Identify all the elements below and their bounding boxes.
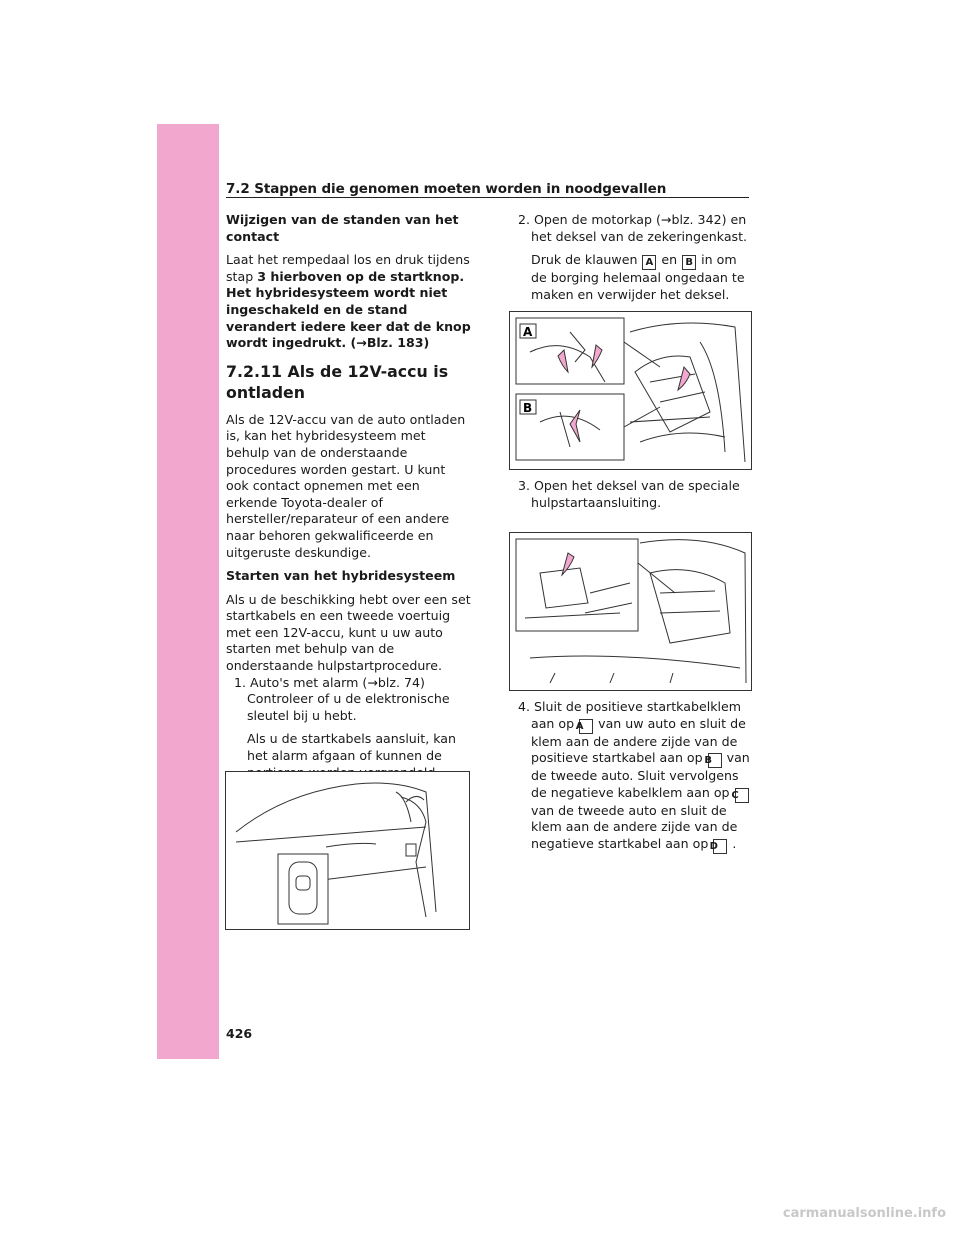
section-title: 7.2.11 Als de 12V-accu is ontladen (226, 361, 449, 402)
label-b: B (682, 255, 696, 270)
left-column (226, 212, 471, 814)
subheading-ignition: Wijzigen van de standen van het contact (226, 212, 459, 244)
footer-watermark: carmanualsonline.info (782, 1206, 946, 1221)
label-b-2: B (708, 753, 722, 768)
right-column-step4 (510, 699, 755, 854)
label-c: C (735, 788, 749, 803)
figure-electronic-key (225, 771, 470, 930)
figure-jumpstart-terminal (509, 532, 752, 691)
subheading-start: Starten van het hybridesysteem (226, 568, 456, 584)
label-d: D (713, 839, 727, 854)
section-header: 7.2 Stappen die genomen moeten worden in noodgevallen (226, 181, 667, 197)
label-a: A (642, 255, 656, 270)
paragraph-ignition: Laat het rempedaal los en druk tijdens stap 3 hierboven op de startknop. Het hybridesysteem wordt niet ingeschakeld en de stand verandert iedere keer dat de knop wordt ingedrukt. (→Blz. 183) (226, 252, 471, 351)
sidebar-tab (157, 124, 219, 1059)
right-column (510, 212, 755, 303)
step-2-note: Druk de klauwen A en B in om de borging helemaal ongedaan te maken en verwijder het deksel. (531, 252, 745, 302)
step-3: 3. Open het deksel van de speciale hulpstartaansluiting. (518, 478, 740, 510)
page-number: 426 (226, 1026, 253, 1041)
step-1-note: Als u de startkabels aansluit, kan het alarm afgaan of kunnen de (247, 731, 457, 764)
paragraph-battery: Als de 12V-accu van de auto ontladen is, kan het hybridesysteem met behulp van de onderstaande procedures worden gestart. U kunt ook contact opnemen met een erkende Toyota-dealer of hersteller/reparateur of een andere naar behoren gekwalificeerde en uitgeruste deskundige. (226, 411, 466, 560)
label-a-2: A (579, 719, 593, 734)
step-2: 2. Open de motorkap (→blz. 342) en het deksel van de zekeringenkast. (518, 212, 748, 244)
fig-label-a: A (523, 325, 533, 339)
paragraph-jumpstart: Als u de beschikking hebt over een set startkabels en een tweede voertuig met een 12V-accu, kunt u uw auto starten met behulp van de onderstaande hulpstartprocedure. (226, 591, 471, 674)
header-rule (226, 197, 749, 198)
figure-fusebox-clips (509, 311, 752, 470)
fig-label-b: B (523, 401, 533, 415)
right-column-step3 (510, 478, 755, 511)
step-1: 1. Auto's met alarm (→blz. 74) Controleer of u de elektronische sleutel bij u hebt. (234, 674, 450, 723)
step-4: 4. Sluit de positieve startkabelklem aan op A van uw auto en sluit de klem aan de andere zijde van de positieve startkabel aan op B van de tweede auto. Sluit vervolgens de negatieve kabelklem aan op Cvan de tweede auto en sluit de klem aan de andere zijde van de negatieve startkabel aan opD . (518, 699, 750, 852)
